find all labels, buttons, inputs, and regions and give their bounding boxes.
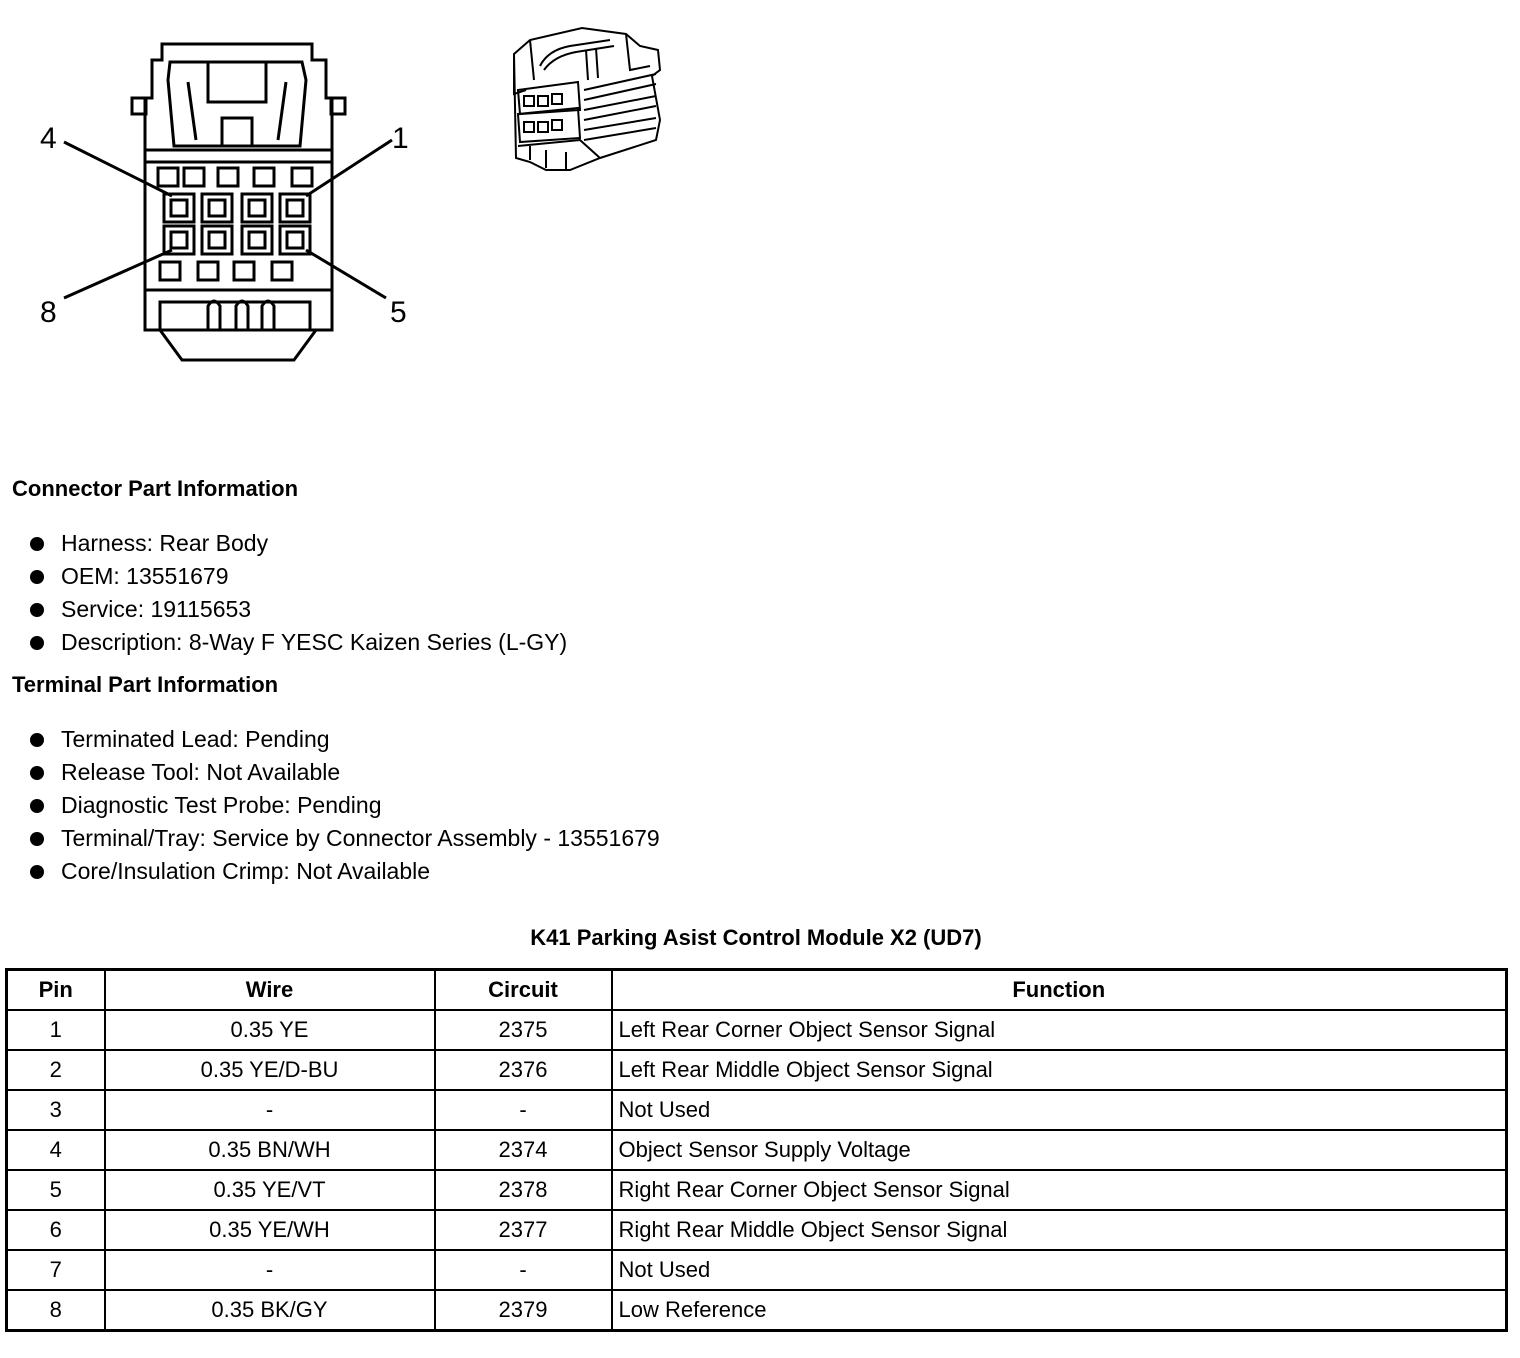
cell-function: Not Used (612, 1250, 1507, 1290)
connector-figure (0, 0, 1520, 440)
cell-circuit: 2377 (435, 1210, 612, 1250)
cell-function: Left Rear Corner Object Sensor Signal (612, 1010, 1507, 1050)
cell-function: Not Used (612, 1090, 1507, 1130)
cell-pin: 8 (7, 1290, 105, 1331)
pinout-table (5, 968, 1508, 1332)
list-item (30, 855, 660, 888)
cell-wire: - (105, 1250, 435, 1290)
cell-wire: 0.35 YE (105, 1010, 435, 1050)
cell-pin: 6 (7, 1210, 105, 1250)
list-item-text: Release Tool: Not Available (61, 759, 341, 785)
terminal-info-heading: Terminal Part Information (12, 672, 279, 697)
list-item (30, 626, 567, 659)
cell-pin: 4 (7, 1130, 105, 1170)
connector-info-list (30, 527, 567, 659)
pin-label-1: 1 (392, 122, 409, 155)
list-item-text: Harness: Rear Body (61, 530, 269, 556)
column-header-function: Function (612, 970, 1507, 1011)
list-item (30, 789, 660, 822)
list-item-text: Service: 19115653 (61, 596, 252, 622)
list-item-text: OEM: 13551679 (61, 563, 229, 589)
cell-function: Right Rear Corner Object Sensor Signal (612, 1170, 1507, 1210)
cell-function: Left Rear Middle Object Sensor Signal (612, 1050, 1507, 1090)
list-item-text: Description: 8-Way F YESC Kaizen Series (L-GY) (61, 629, 568, 655)
cell-pin: 3 (7, 1090, 105, 1130)
table-row (7, 1130, 1507, 1170)
cell-wire: 0.35 BN/WH (105, 1130, 435, 1170)
table-header-row (7, 970, 1507, 1011)
bullet-icon (30, 766, 44, 780)
cell-circuit: 2374 (435, 1130, 612, 1170)
cell-pin: 5 (7, 1170, 105, 1210)
table-body (7, 1010, 1507, 1331)
table-row (7, 1090, 1507, 1130)
list-item-text: Terminated Lead: Pending (61, 726, 330, 752)
cell-wire: 0.35 YE/D-BU (105, 1050, 435, 1090)
column-header-wire: Wire (105, 970, 435, 1011)
table-row (7, 1170, 1507, 1210)
list-item (30, 822, 660, 855)
cell-circuit: 2379 (435, 1290, 612, 1331)
table-row (7, 1050, 1507, 1090)
cell-wire: - (105, 1090, 435, 1130)
cell-circuit: 2378 (435, 1170, 612, 1210)
bullet-icon (30, 733, 44, 747)
table-title: K41 Parking Asist Control Module X2 (UD7) (530, 925, 982, 950)
cell-pin: 7 (7, 1250, 105, 1290)
cell-function: Right Rear Middle Object Sensor Signal (612, 1210, 1507, 1250)
table-row (7, 1210, 1507, 1250)
bullet-icon (30, 832, 44, 846)
pin-label-4: 4 (40, 122, 57, 155)
bullet-icon (30, 603, 44, 617)
table-row (7, 1290, 1507, 1331)
cell-wire: 0.35 YE/WH (105, 1210, 435, 1250)
list-item-text: Diagnostic Test Probe: Pending (61, 792, 382, 818)
list-item (30, 756, 660, 789)
list-item-text: Terminal/Tray: Service by Connector Assembly - 13551679 (61, 825, 660, 851)
table-row (7, 1250, 1507, 1290)
cell-pin: 1 (7, 1010, 105, 1050)
list-item-text: Core/Insulation Crimp: Not Available (61, 858, 431, 884)
list-item (30, 560, 567, 593)
cell-circuit: - (435, 1090, 612, 1130)
cell-circuit: 2375 (435, 1010, 612, 1050)
column-header-pin: Pin (7, 970, 105, 1011)
pin-label-8: 8 (40, 296, 57, 329)
cell-pin: 2 (7, 1050, 105, 1090)
connector-info-heading: Connector Part Information (12, 476, 299, 501)
list-item (30, 723, 660, 756)
table-row (7, 1010, 1507, 1050)
pin-label-5: 5 (390, 296, 407, 329)
cell-circuit: 2376 (435, 1050, 612, 1090)
cell-function: Low Reference (612, 1290, 1507, 1331)
list-item (30, 593, 567, 626)
bullet-icon (30, 570, 44, 584)
cell-circuit: - (435, 1250, 612, 1290)
cell-wire: 0.35 BK/GY (105, 1290, 435, 1331)
cell-wire: 0.35 YE/VT (105, 1170, 435, 1210)
terminal-info-list (30, 723, 660, 888)
cell-function: Object Sensor Supply Voltage (612, 1130, 1507, 1170)
bullet-icon (30, 865, 44, 879)
list-item (30, 527, 567, 560)
bullet-icon (30, 636, 44, 650)
connector-isometric-view (500, 10, 680, 190)
bullet-icon (30, 799, 44, 813)
bullet-icon (30, 537, 44, 551)
column-header-circuit: Circuit (435, 970, 612, 1011)
